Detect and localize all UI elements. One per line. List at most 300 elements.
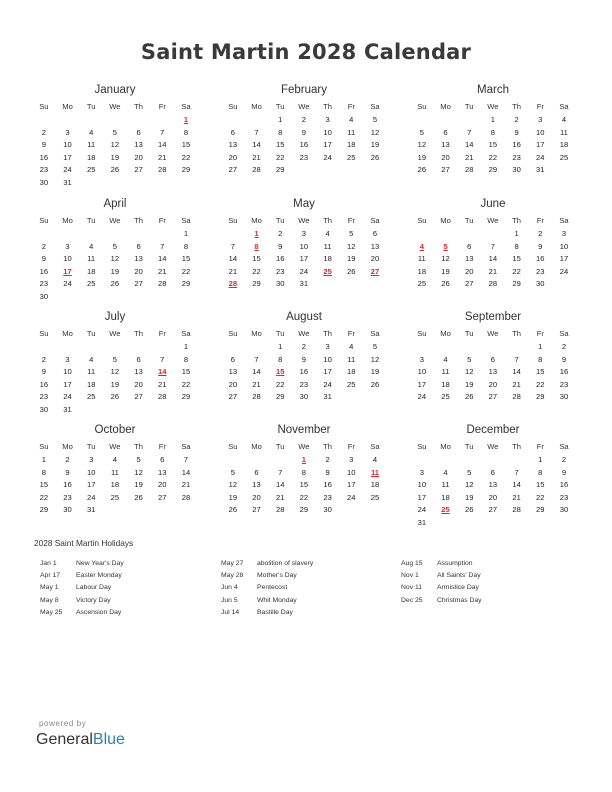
- day-cell: 5: [467, 354, 472, 364]
- holiday-date: May 28: [221, 572, 244, 580]
- day-cell: 9: [561, 467, 567, 477]
- holiday-date: Apr 17: [40, 572, 61, 580]
- day-cell: 29: [275, 392, 285, 402]
- empty-cell: [245, 454, 269, 467]
- day-cell: 15: [512, 254, 521, 264]
- month-name: January: [94, 84, 136, 96]
- holiday-name: Armistice Day: [437, 584, 479, 592]
- weekday-header: Sa: [370, 216, 380, 225]
- holiday-entry: [401, 570, 482, 582]
- day-cell: 4: [112, 455, 118, 464]
- day-cell: 3: [419, 467, 424, 477]
- day-cell: 19: [417, 152, 427, 162]
- day-cell: 3: [419, 354, 424, 364]
- weekday-header: Sa: [559, 442, 569, 451]
- day-cell: 1: [278, 342, 283, 351]
- holiday-name: Easter Monday: [76, 572, 122, 580]
- day-cell: 10: [63, 254, 72, 264]
- holiday-name: All Saints' Day: [437, 572, 481, 580]
- day-cell: 21: [181, 480, 191, 490]
- day-cell: 2: [301, 115, 307, 124]
- weekday-header: Fr: [347, 102, 355, 111]
- weekday-header: Su: [417, 216, 427, 225]
- day-cell: 29: [512, 279, 521, 289]
- weekday-header: Fr: [536, 216, 544, 225]
- day-cell: 11: [560, 127, 568, 137]
- weekday-header: Su: [417, 442, 427, 451]
- day-cell: 16: [39, 152, 49, 162]
- day-cell: 27: [488, 505, 498, 515]
- day-cell: 24: [417, 392, 427, 402]
- day-cell: 1: [183, 342, 189, 351]
- weekday-header: Sa: [370, 442, 380, 451]
- holiday-name: Christmas Day: [437, 596, 482, 604]
- day-cell: 17: [417, 379, 427, 389]
- weekday-header: Su: [39, 216, 49, 225]
- day-cell: 13: [134, 367, 143, 377]
- day-cell: 8: [278, 354, 283, 364]
- day-cell: 9: [41, 254, 46, 264]
- day-cell: 2: [41, 241, 46, 251]
- day-cell: 27: [134, 392, 143, 402]
- empty-cell: [221, 454, 245, 467]
- weekday-header: Tu: [464, 329, 474, 338]
- day-cell: 18: [441, 492, 450, 502]
- empty-cell: [103, 114, 127, 127]
- holiday-date: Jan 1: [40, 560, 57, 567]
- day-cell: 25: [110, 492, 120, 502]
- day-cell: 30: [299, 392, 309, 402]
- day-cell: 14: [252, 367, 261, 377]
- day-cell: 6: [467, 241, 472, 251]
- day-cell: 30: [323, 505, 332, 515]
- weekday-header: Sa: [370, 329, 380, 338]
- holiday-date: Nov 1: [401, 572, 419, 580]
- day-cell: 14: [158, 140, 167, 150]
- day-cell: 20: [228, 152, 238, 162]
- day-cell: 3: [325, 115, 330, 124]
- day-cell: 26: [370, 379, 380, 389]
- weekday-header: Tu: [464, 216, 474, 225]
- day-cell: 29: [299, 505, 309, 515]
- day-cell: 23: [63, 492, 72, 502]
- day-cell: 26: [464, 505, 474, 515]
- day-cell: 14: [181, 467, 191, 477]
- holiday-name: Ascension Day: [76, 608, 122, 616]
- day-cell: 8: [538, 467, 543, 477]
- weekday-header: Th: [512, 442, 522, 451]
- day-cell: 13: [134, 140, 143, 150]
- month-0: [32, 82, 198, 190]
- weekday-header: Fr: [158, 329, 166, 338]
- day-cell: 17: [323, 367, 332, 377]
- day-cell: 20: [252, 492, 261, 502]
- empty-cell: [268, 454, 292, 467]
- day-cell: 31: [299, 279, 309, 289]
- day-cell: 18: [347, 367, 356, 377]
- day-cell: 22: [488, 152, 498, 162]
- holiday-name: Victory Day: [76, 596, 111, 604]
- day-cell: 12: [134, 467, 143, 477]
- day-cell: 11: [441, 480, 450, 490]
- day-cell: 28: [512, 505, 521, 515]
- day-cell: 31: [63, 177, 72, 187]
- weekday-header: Su: [39, 329, 49, 338]
- day-cell: 29: [39, 505, 49, 515]
- day-cell: 23: [323, 492, 332, 502]
- day-cell: 1: [490, 115, 496, 124]
- powered-by-label: powered by: [39, 719, 87, 728]
- weekday-header: Fr: [536, 102, 544, 111]
- day-cell: 26: [110, 279, 120, 289]
- holiday-name: Whit Monday: [257, 596, 297, 604]
- weekday-header: Sa: [370, 102, 380, 111]
- day-cell: 19: [110, 379, 120, 389]
- day-cell: 13: [488, 367, 498, 377]
- day-cell: 4: [89, 354, 94, 364]
- weekday-header: Tu: [86, 329, 96, 338]
- holiday-date: Dec 25: [401, 596, 423, 604]
- empty-cell: [481, 341, 505, 354]
- day-cell: 16: [536, 254, 545, 264]
- day-cell: 9: [325, 467, 330, 477]
- month-day-grid: [410, 326, 576, 404]
- month-day-grid: [221, 439, 387, 517]
- day-cell: 13: [370, 241, 380, 251]
- day-cell: 25: [441, 392, 450, 402]
- day-cell: 21: [158, 152, 167, 162]
- weekday-header: Su: [417, 329, 427, 338]
- day-cell: 24: [347, 492, 356, 502]
- weekday-header: We: [298, 442, 310, 451]
- day-cell: 13: [441, 140, 450, 150]
- day-cell: 17: [536, 140, 545, 150]
- day-cell: 24: [323, 152, 332, 162]
- holiday-date: May 8: [40, 596, 59, 604]
- empty-cell: [127, 228, 151, 241]
- day-cell: 21: [512, 379, 521, 389]
- day-cell: 24: [63, 392, 72, 402]
- weekday-header: Fr: [158, 216, 166, 225]
- empty-cell: [434, 228, 458, 241]
- day-cell: 12: [441, 254, 450, 264]
- day-cell: 9: [301, 127, 307, 137]
- day-cell: 19: [370, 140, 380, 150]
- weekday-header: Sa: [181, 102, 191, 111]
- holiday-name: abolition of slavery: [257, 560, 314, 567]
- weekday-header: Th: [323, 102, 333, 111]
- day-cell: 8: [278, 127, 283, 137]
- weekday-header: Th: [323, 216, 333, 225]
- day-cell: 28: [275, 505, 285, 515]
- month-day-grid: [410, 213, 576, 291]
- day-cell: 8: [41, 467, 46, 477]
- day-cell: 5: [112, 354, 118, 364]
- holiday-entry: [221, 570, 313, 582]
- holiday-date: Nov 11: [401, 584, 423, 592]
- day-cell: 26: [464, 392, 474, 402]
- day-cell: 13: [228, 140, 238, 150]
- empty-cell: [434, 341, 458, 354]
- day-cell: 16: [39, 379, 49, 389]
- empty-cell: [56, 114, 80, 127]
- day-cell: 11: [347, 354, 356, 364]
- day-cell: 9: [301, 354, 307, 364]
- day-cell: 7: [278, 467, 283, 477]
- day-cell: 22: [536, 492, 545, 502]
- month-day-grid: [221, 99, 387, 177]
- day-cell: 19: [464, 379, 474, 389]
- day-cell: 28: [252, 165, 261, 175]
- brand-blue-text: Blue: [92, 731, 125, 748]
- month-6: [32, 309, 198, 417]
- day-cell: 9: [561, 354, 567, 364]
- weekday-header: Tu: [275, 329, 285, 338]
- holiday-name: Bastille Day: [257, 608, 293, 616]
- day-cell: 30: [536, 279, 545, 289]
- day-cell: 4: [372, 455, 378, 464]
- day-cell: 8: [183, 127, 189, 137]
- day-cell: 24: [63, 279, 72, 289]
- day-cell: 12: [370, 354, 380, 364]
- day-cell: 27: [252, 505, 261, 515]
- day-cell: 1: [183, 229, 189, 238]
- day-cell: 8: [183, 354, 189, 364]
- weekday-header: Fr: [536, 329, 544, 338]
- day-cell: 18: [559, 140, 569, 150]
- day-cell: 21: [275, 492, 285, 502]
- day-cell: 1: [514, 229, 519, 238]
- month-1: [221, 82, 387, 177]
- day-cell: 14: [512, 480, 521, 490]
- empty-cell: [79, 228, 103, 241]
- day-cell: 15: [181, 367, 191, 377]
- holiday-day-cell: 1: [183, 115, 189, 124]
- day-cell: 15: [536, 480, 545, 490]
- weekday-header: We: [487, 442, 499, 451]
- day-cell: 5: [372, 115, 378, 124]
- day-cell: 4: [561, 115, 567, 124]
- day-cell: 16: [559, 367, 569, 377]
- month-3: [32, 196, 198, 304]
- day-cell: 26: [110, 165, 120, 175]
- empty-cell: [127, 114, 151, 127]
- empty-cell: [103, 341, 127, 354]
- weekday-header: Mo: [440, 442, 451, 451]
- holiday-date: May 25: [40, 608, 63, 616]
- day-cell: 28: [181, 492, 191, 502]
- weekday-header: Sa: [559, 216, 569, 225]
- weekday-header: We: [487, 329, 499, 338]
- weekday-header: We: [487, 216, 499, 225]
- day-cell: 13: [488, 480, 498, 490]
- weekday-header: Mo: [62, 102, 73, 111]
- day-cell: 15: [39, 480, 49, 490]
- day-cell: 12: [110, 140, 120, 150]
- holiday-entry: [401, 595, 482, 607]
- day-cell: 23: [275, 266, 285, 276]
- day-cell: 16: [39, 266, 49, 276]
- day-cell: 21: [464, 152, 474, 162]
- weekday-header: Mo: [251, 442, 262, 451]
- day-cell: 3: [325, 342, 330, 351]
- holiday-date: Jul 14: [221, 608, 240, 616]
- holiday-day-cell: 27: [370, 266, 380, 276]
- day-cell: 26: [228, 505, 238, 515]
- empty-cell: [150, 114, 174, 127]
- month-day-grid: [32, 213, 198, 304]
- weekday-header: Tu: [275, 102, 285, 111]
- day-cell: 3: [65, 241, 70, 251]
- weekday-header: Tu: [86, 102, 96, 111]
- day-cell: 26: [441, 279, 450, 289]
- day-cell: 13: [464, 254, 474, 264]
- holiday-day-cell: 1: [254, 229, 259, 238]
- day-cell: 10: [417, 367, 427, 377]
- day-cell: 26: [110, 392, 120, 402]
- day-cell: 22: [39, 492, 49, 502]
- day-cell: 10: [63, 367, 72, 377]
- day-cell: 11: [87, 254, 96, 264]
- day-cell: 18: [417, 266, 427, 276]
- weekday-header: Tu: [464, 442, 474, 451]
- day-cell: 19: [370, 367, 380, 377]
- day-cell: 7: [254, 127, 259, 137]
- day-cell: 9: [41, 367, 46, 377]
- day-cell: 11: [347, 127, 356, 137]
- month-name: February: [280, 84, 328, 96]
- day-cell: 28: [488, 279, 498, 289]
- month-name: July: [104, 311, 126, 323]
- weekday-header: Mo: [251, 216, 262, 225]
- weekday-header: Th: [512, 329, 522, 338]
- day-cell: 28: [158, 392, 167, 402]
- month-day-grid: [32, 326, 198, 417]
- weekday-header: Th: [134, 102, 144, 111]
- day-cell: 6: [443, 127, 448, 137]
- day-cell: 22: [275, 379, 285, 389]
- day-cell: 12: [110, 367, 120, 377]
- day-cell: 10: [417, 480, 427, 490]
- weekday-header: Fr: [536, 442, 544, 451]
- day-cell: 26: [347, 266, 356, 276]
- weekday-header: Fr: [347, 329, 355, 338]
- day-cell: 19: [441, 266, 450, 276]
- day-cell: 30: [275, 279, 285, 289]
- day-cell: 24: [536, 152, 545, 162]
- day-cell: 29: [181, 165, 191, 175]
- day-cell: 23: [39, 392, 49, 402]
- day-cell: 6: [230, 127, 235, 137]
- weekday-header: Tu: [464, 102, 474, 111]
- day-cell: 25: [370, 492, 380, 502]
- month-day-grid: [410, 439, 576, 530]
- day-cell: 4: [349, 342, 354, 351]
- day-cell: 12: [370, 127, 380, 137]
- day-cell: 7: [514, 467, 519, 477]
- day-cell: 29: [536, 392, 545, 402]
- holiday-entry: [221, 582, 313, 594]
- day-cell: 10: [86, 467, 96, 477]
- day-cell: 5: [467, 467, 472, 477]
- empty-cell: [56, 228, 80, 241]
- weekday-header: Th: [323, 329, 333, 338]
- day-cell: 2: [561, 342, 567, 351]
- day-cell: 4: [349, 115, 354, 124]
- weekday-header: Mo: [251, 329, 262, 338]
- month-10: [221, 422, 387, 517]
- day-cell: 19: [464, 492, 474, 502]
- day-cell: 20: [488, 492, 498, 502]
- day-cell: 24: [86, 492, 96, 502]
- day-cell: 27: [134, 279, 143, 289]
- month-name: August: [286, 311, 322, 323]
- weekday-header: Tu: [86, 442, 96, 451]
- empty-cell: [481, 454, 505, 467]
- day-cell: 28: [158, 165, 167, 175]
- day-cell: 28: [464, 165, 474, 175]
- day-cell: 7: [183, 455, 189, 464]
- day-cell: 19: [347, 254, 356, 264]
- day-cell: 7: [230, 241, 235, 251]
- day-cell: 6: [136, 241, 141, 251]
- generalblue-logo: [36, 731, 125, 749]
- day-cell: 24: [559, 266, 569, 276]
- day-cell: 25: [86, 392, 96, 402]
- weekday-header: Th: [512, 102, 522, 111]
- day-cell: 6: [136, 354, 141, 364]
- day-cell: 6: [254, 467, 259, 477]
- day-cell: 31: [323, 392, 332, 402]
- day-cell: 7: [490, 241, 496, 251]
- day-cell: 17: [347, 480, 356, 490]
- day-cell: 23: [559, 492, 569, 502]
- month-day-grid: [32, 99, 198, 190]
- day-cell: 4: [443, 354, 448, 364]
- day-cell: 19: [134, 480, 143, 490]
- day-cell: 20: [370, 254, 380, 264]
- month-day-grid: [32, 439, 198, 517]
- day-cell: 12: [228, 480, 238, 490]
- page-title: Saint Martin 2028 Calendar: [140, 40, 472, 64]
- day-cell: 5: [419, 127, 424, 137]
- day-cell: 27: [158, 492, 167, 502]
- weekday-header: Su: [228, 216, 238, 225]
- day-cell: 18: [110, 480, 120, 490]
- weekday-header: Fr: [347, 216, 355, 225]
- month-8: [410, 309, 576, 404]
- empty-cell: [457, 341, 481, 354]
- holiday-entry: [221, 607, 313, 619]
- day-cell: 5: [349, 229, 354, 238]
- day-cell: 28: [252, 392, 261, 402]
- weekday-header: Sa: [559, 329, 569, 338]
- day-cell: 21: [488, 266, 498, 276]
- day-cell: 22: [181, 379, 191, 389]
- empty-cell: [221, 114, 245, 127]
- empty-cell: [79, 114, 103, 127]
- weekday-header: Tu: [275, 216, 285, 225]
- day-cell: 21: [252, 379, 261, 389]
- weekday-header: Sa: [181, 329, 191, 338]
- day-cell: 3: [65, 354, 70, 364]
- day-cell: 6: [230, 354, 235, 364]
- holiday-entry: [221, 558, 313, 570]
- empty-cell: [457, 454, 481, 467]
- day-cell: 2: [514, 115, 519, 124]
- day-cell: 18: [86, 152, 96, 162]
- day-cell: 8: [514, 241, 519, 251]
